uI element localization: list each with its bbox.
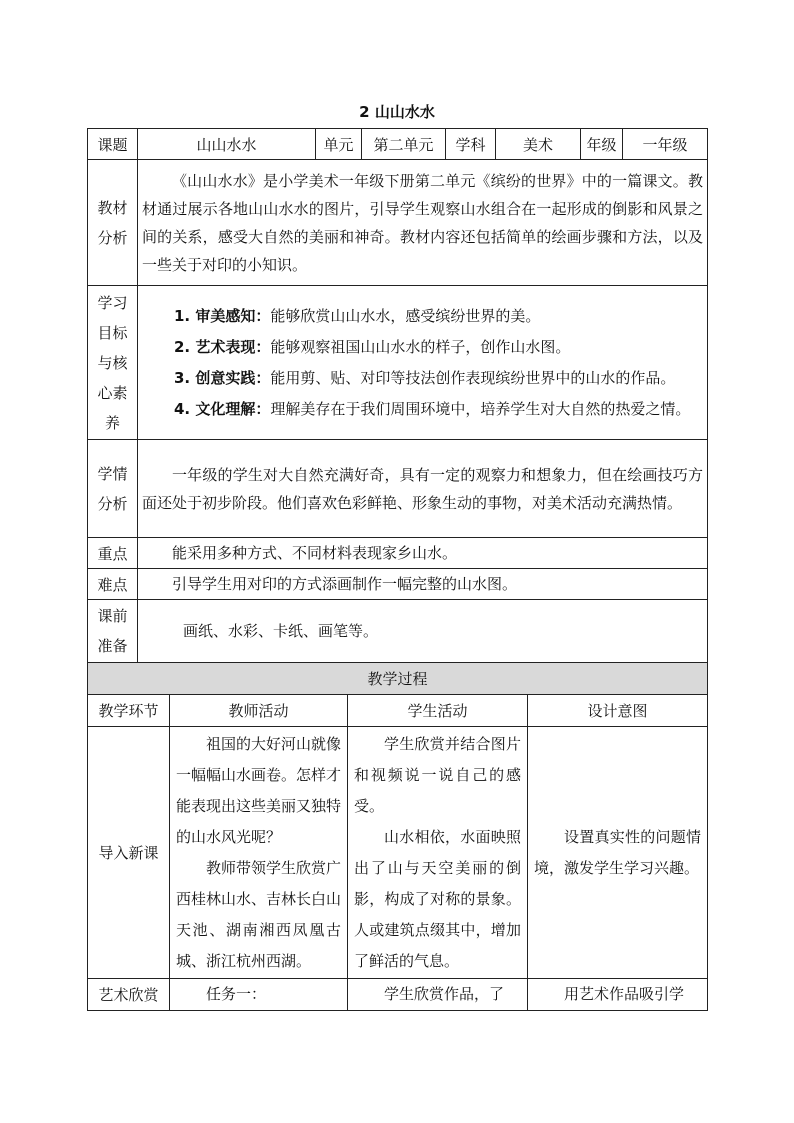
key-point-row [88,538,708,569]
table-row [88,727,708,979]
paragraph: 教师带领学生欣赏广西桂林山水、吉林长白山天池、湖南湘西凤凰古城、浙江杭州西湖。 [176,858,342,970]
key-point-text: 能采用多种方式、不同材料表现家乡山水。 [172,544,458,562]
student-analysis-text: 一年级的学生对大自然充满好奇，具有一定的观察力和想象力，但在绘画技巧方面还处于初步阶段。他们喜欢色彩鲜艳、形象生动的事物，对美术活动充满热情。 [142,465,703,512]
difficulty-row [88,569,708,600]
process-header-row [88,663,708,695]
column-header-teacher: 教师活动 [170,695,348,727]
objectives-row [88,286,708,440]
objective-head: 1. 审美感知： [174,306,271,325]
paragraph: 学生欣赏并结合图片和视频说一说自己的感受。 [354,734,521,815]
paragraph: 学生欣赏作品，了 [384,985,505,1003]
column-header-stage: 教学环节 [88,695,170,727]
paragraph: 设置真实性的问题情境，激发学生学习兴趣。 [534,827,702,877]
objective-item [138,332,707,363]
objectives-label [88,286,138,440]
student-analysis-row [88,440,708,538]
objective-item [138,394,707,425]
topic-label: 课题 [88,129,138,160]
key-point-label: 重点 [88,538,138,569]
objective-head: 3. 创意实践： [174,368,271,387]
student-activity-cell [348,979,528,1011]
grade-value: 一年级 [623,129,708,160]
design-intent-text [528,822,707,884]
objectives-cell [138,286,708,440]
label-line: 分析 [97,228,128,247]
teacher-activity-text [170,979,347,1010]
teacher-activity-cell [170,727,348,979]
info-row [88,129,708,160]
teaching-process-table [87,662,708,1011]
label-line: 教材 [97,198,128,217]
objective-item [138,301,707,332]
process-header: 教学过程 [88,663,708,695]
design-intent-cell [528,979,708,1011]
process-columns-row [88,695,708,727]
preparation-label [88,600,138,663]
page-title: 2 山山水水 [359,103,435,121]
label-line: 学习 [97,293,128,312]
unit-value: 第二单元 [362,129,446,160]
teacher-activity-text [170,729,347,977]
label-line: 养 [104,413,120,432]
student-analysis-cell [138,440,708,538]
material-analysis-text: 《山山水水》是小学美术一年级下册第二单元《缤纷的世界》中的一篇课文。教材通过展示各地山山水水的图片，引导学生观察山水组合在一起形成的倒影和风景之间的关系，感受大自然的美丽和神奇。教材内容还包括简单的绘画步骤和方法，以及一些关于对印的小知识。 [142,171,703,274]
paragraph: 用艺术作品吸引学 [564,985,685,1003]
objective-text: 理解美存在于我们周围环境中，培养学生对大自然的热爱之情。 [270,399,691,418]
key-point-cell [138,538,708,569]
label-line: 与核 [97,353,128,372]
column-header-student: 学生活动 [348,695,528,727]
label-line: 课前 [97,607,128,625]
subject-value: 美术 [496,129,581,160]
paragraph: 祖国的大好河山就像一幅幅山水画卷。怎样才能表现出这些美丽又独特的山水风光呢？ [176,734,342,846]
unit-label: 单元 [316,129,362,160]
material-analysis-cell [138,160,708,286]
preparation-text: 画纸、水彩、卡纸、画笔等。 [183,622,379,640]
label-line: 目标 [97,323,128,342]
teacher-activity-cell [170,979,348,1011]
student-activity-cell [348,727,528,979]
grade-label: 年级 [581,129,623,160]
preparation-cell [138,600,708,663]
material-analysis-row [88,160,708,286]
stage-cell: 导入新课 [88,727,170,979]
subject-label: 学科 [446,129,496,160]
objective-text: 能够欣赏山山水水，感受缤纷世界的美。 [270,306,541,325]
paragraph: 山水相依，水面映照出了山与天空美丽的倒影，构成了对称的景象。人或建筑点缀其中，增加了鲜活的气息。 [354,827,521,970]
difficulty-text: 引导学生用对印的方式添画制作一幅完整的山水图。 [172,575,518,593]
student-analysis-label [88,440,138,538]
objective-item [138,363,707,394]
difficulty-cell [138,569,708,600]
objective-head: 4. 文化理解： [174,399,271,418]
student-activity-text [348,979,527,1010]
student-activity-text [348,729,527,977]
objective-head: 2. 艺术表现： [174,337,271,356]
table-row [88,979,708,1011]
design-intent-cell [528,727,708,979]
material-analysis-label [88,160,138,286]
objective-text: 能用剪、贴、对印等技法创作表现缤纷世界中的山水的作品。 [270,368,676,387]
difficulty-label: 难点 [88,569,138,600]
preparation-row [88,600,708,663]
label-line: 心素 [97,383,128,402]
column-header-intent: 设计意图 [528,695,708,727]
objective-text: 能够观察祖国山山水水的样子，创作山水图。 [270,337,571,356]
label-line: 分析 [97,494,128,513]
topic-value: 山山水水 [138,129,316,160]
label-line: 学情 [97,464,128,483]
label-line: 准备 [97,637,128,655]
design-intent-text [528,979,707,1010]
lesson-info-table [87,128,708,663]
paragraph: 任务一： [206,985,267,1003]
stage-cell: 艺术欣赏 [88,979,170,1011]
